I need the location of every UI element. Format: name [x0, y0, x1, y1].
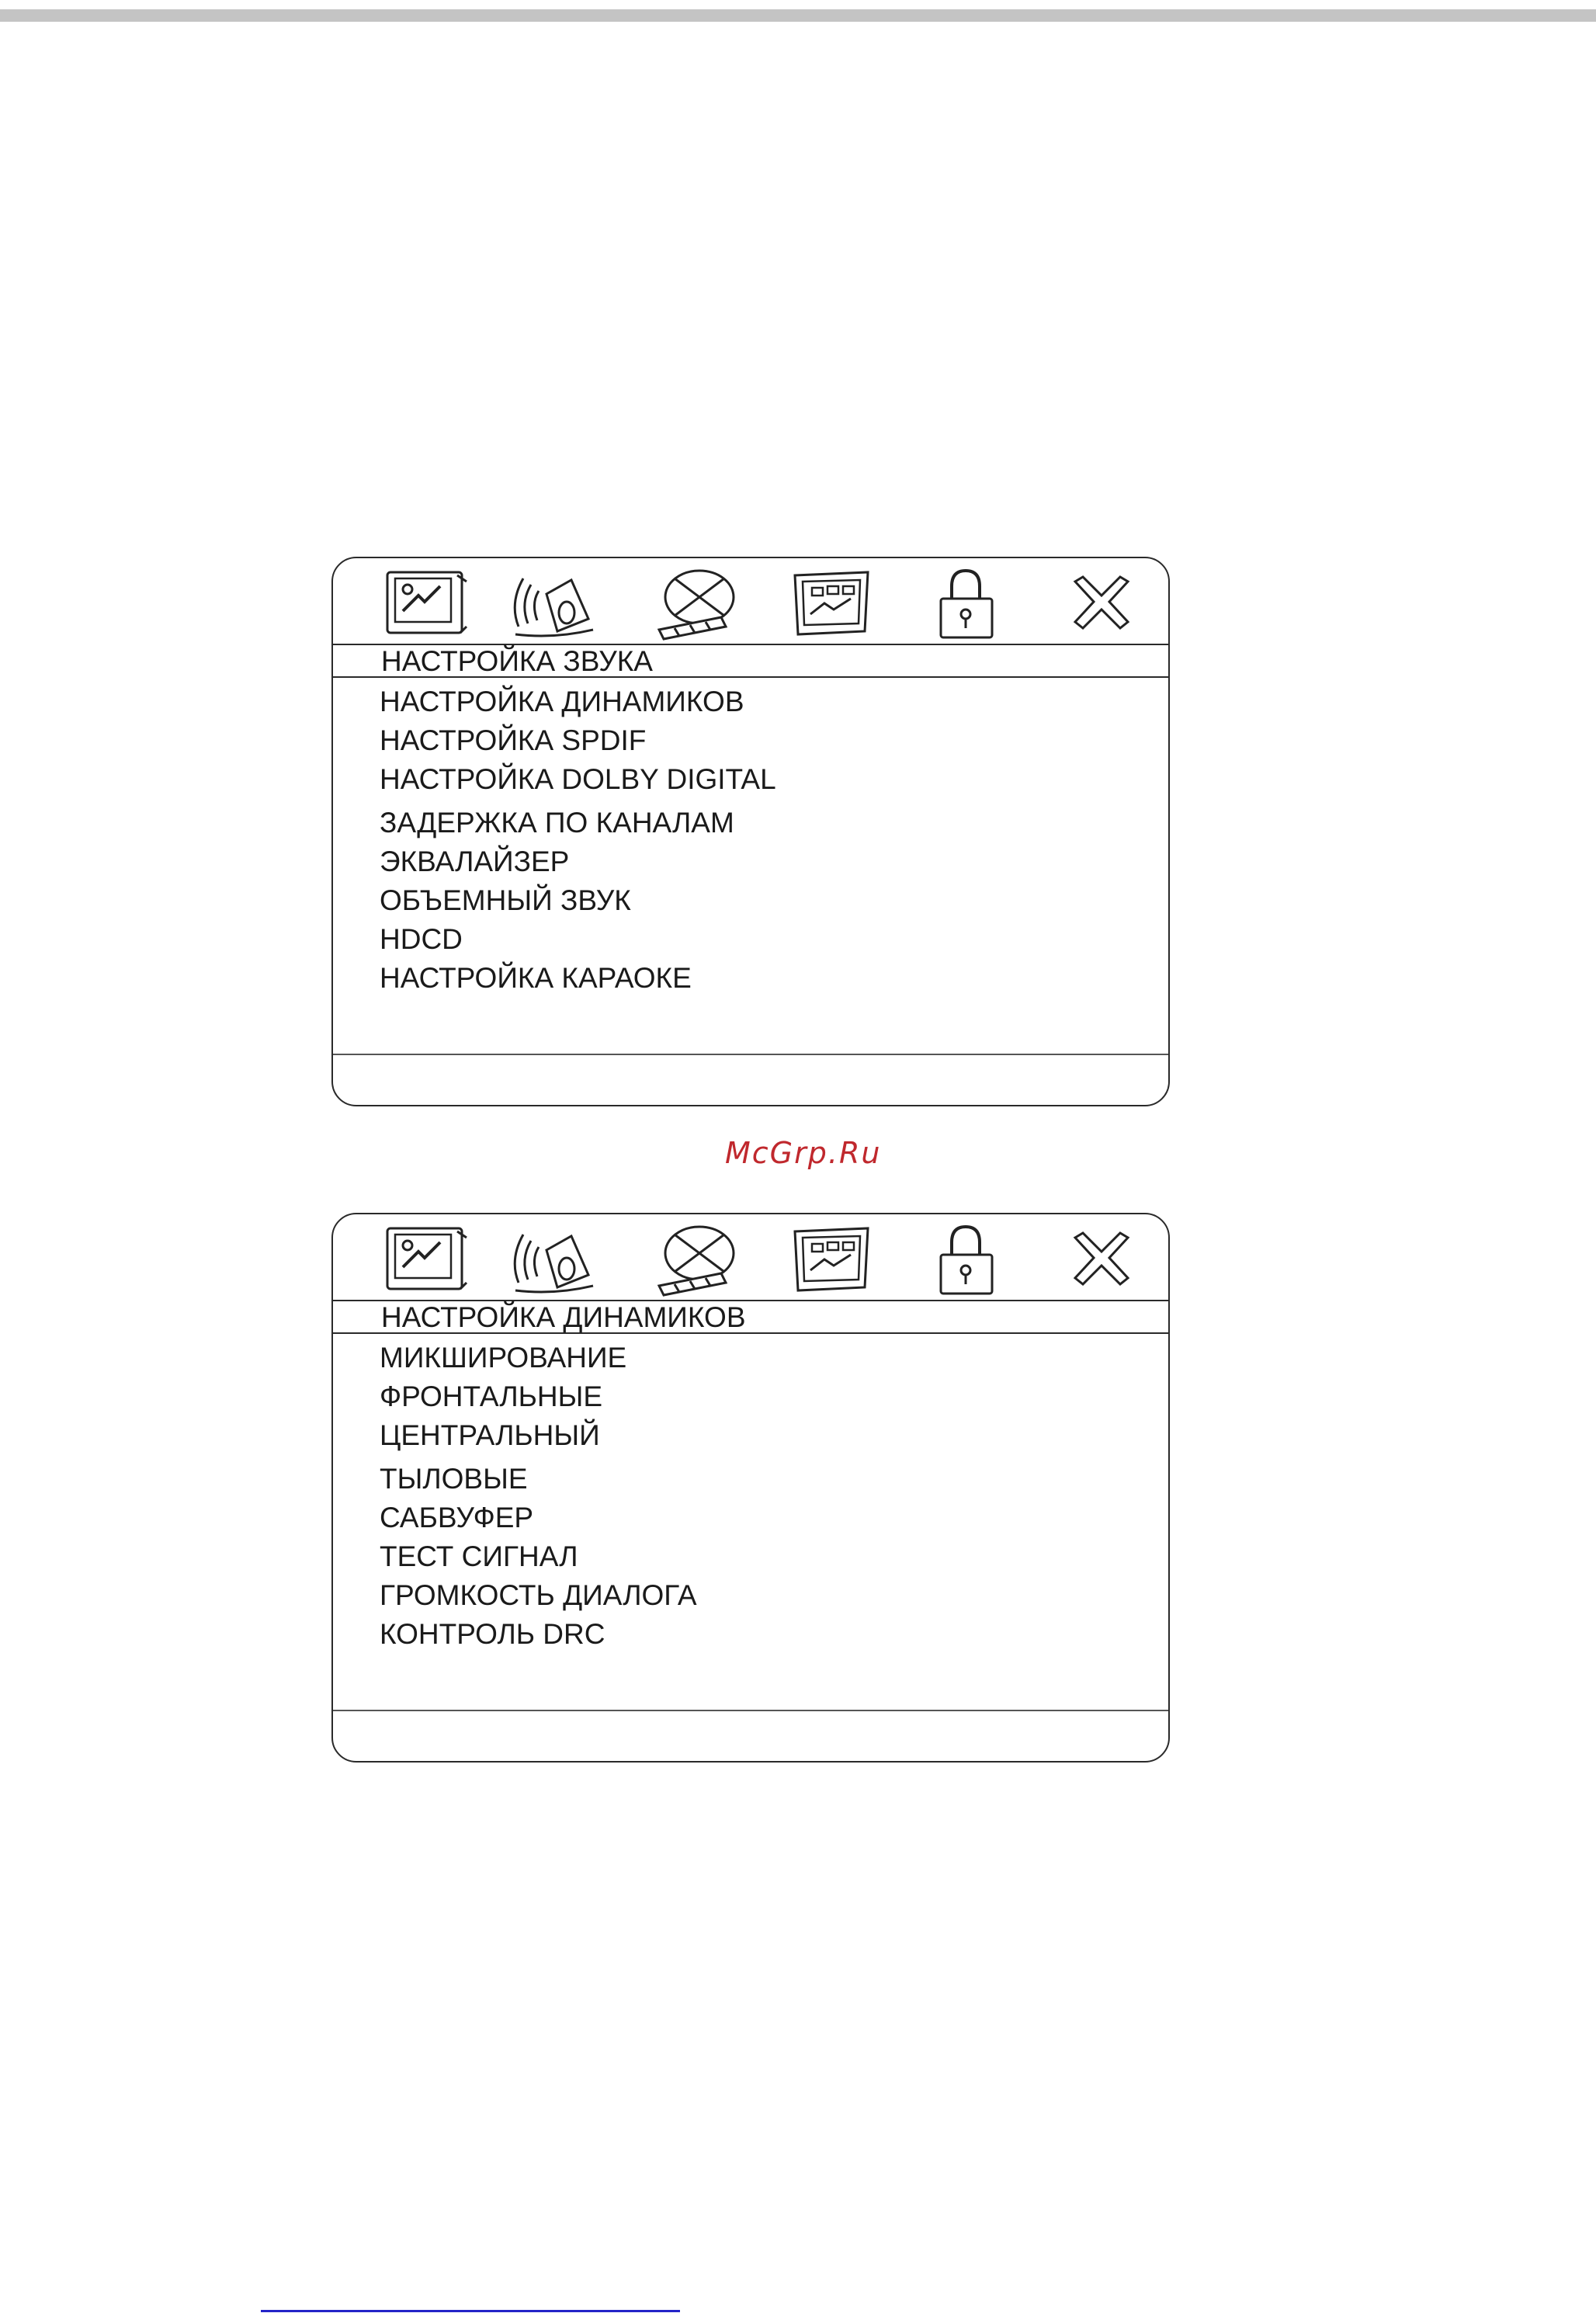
disc-setup-icon[interactable] [651, 564, 744, 642]
menu-item-speaker-setup[interactable]: НАСТРОЙКА ДИНАМИКОВ [380, 686, 744, 717]
menu-item-dolby-digital[interactable]: НАСТРОЙКА DOLBY DIGITAL [380, 763, 776, 795]
display-setup-icon[interactable] [786, 564, 879, 642]
menu-title-bar [333, 644, 1168, 678]
audio-setup-icon[interactable] [508, 1221, 601, 1298]
page-top-rule [0, 9, 1596, 22]
menu-item-list [380, 1343, 697, 1658]
watermark: McGrp.Ru [725, 1136, 882, 1170]
lock-icon[interactable] [919, 564, 1012, 642]
menu-item-test-tone[interactable]: ТЕСТ СИГНАЛ [380, 1540, 578, 1572]
menu-item-channel-delay[interactable]: ЗАДЕРЖКА ПО КАНАЛАМ [380, 807, 734, 839]
audio-setup-menu [331, 557, 1170, 1106]
footer-link-underline [261, 2310, 680, 2312]
menu-item-dialog-volume[interactable]: ГРОМКОСТЬ ДИАЛОГА [380, 1579, 697, 1611]
video-setup-icon[interactable] [380, 1221, 473, 1298]
display-setup-icon[interactable] [786, 1221, 879, 1298]
menu-item-drc[interactable]: КОНТРОЛЬ DRC [380, 1618, 605, 1650]
menu-item-karaoke[interactable]: НАСТРОЙКА КАРАОКЕ [380, 962, 692, 994]
menu-item-rear[interactable]: ТЫЛОВЫЕ [380, 1463, 528, 1495]
menu-title-bar [333, 1300, 1168, 1334]
close-icon[interactable] [1055, 1221, 1148, 1298]
menu-item-subwoofer[interactable]: САБВУФЕР [380, 1502, 534, 1533]
menu-icon-bar [333, 1214, 1168, 1301]
menu-title: НАСТРОЙКА ДИНАМИКОВ [381, 1301, 746, 1333]
menu-item-hdcd[interactable]: HDCD [380, 923, 463, 955]
menu-item-spdif[interactable]: НАСТРОЙКА SPDIF [380, 724, 647, 756]
menu-footer-rule [333, 1054, 1168, 1055]
audio-setup-icon[interactable] [508, 564, 601, 642]
video-setup-icon[interactable] [380, 564, 473, 642]
menu-item-surround[interactable]: ОБЪЕМНЫЙ ЗВУК [380, 884, 631, 916]
menu-item-equalizer[interactable]: ЭКВАЛАЙЗЕР [380, 846, 570, 877]
menu-item-list [380, 687, 776, 1002]
menu-icon-bar [333, 558, 1168, 645]
menu-footer-rule [333, 1710, 1168, 1711]
speaker-setup-menu [331, 1213, 1170, 1763]
menu-item-center[interactable]: ЦЕНТРАЛЬНЫЙ [380, 1419, 600, 1451]
menu-item-downmix[interactable]: МИКШИРОВАНИЕ [380, 1342, 627, 1374]
close-icon[interactable] [1055, 564, 1148, 642]
menu-item-front[interactable]: ФРОНТАЛЬНЫЕ [380, 1381, 603, 1412]
disc-setup-icon[interactable] [651, 1221, 744, 1298]
lock-icon[interactable] [919, 1221, 1012, 1298]
menu-title: НАСТРОЙКА ЗВУКА [381, 645, 653, 677]
